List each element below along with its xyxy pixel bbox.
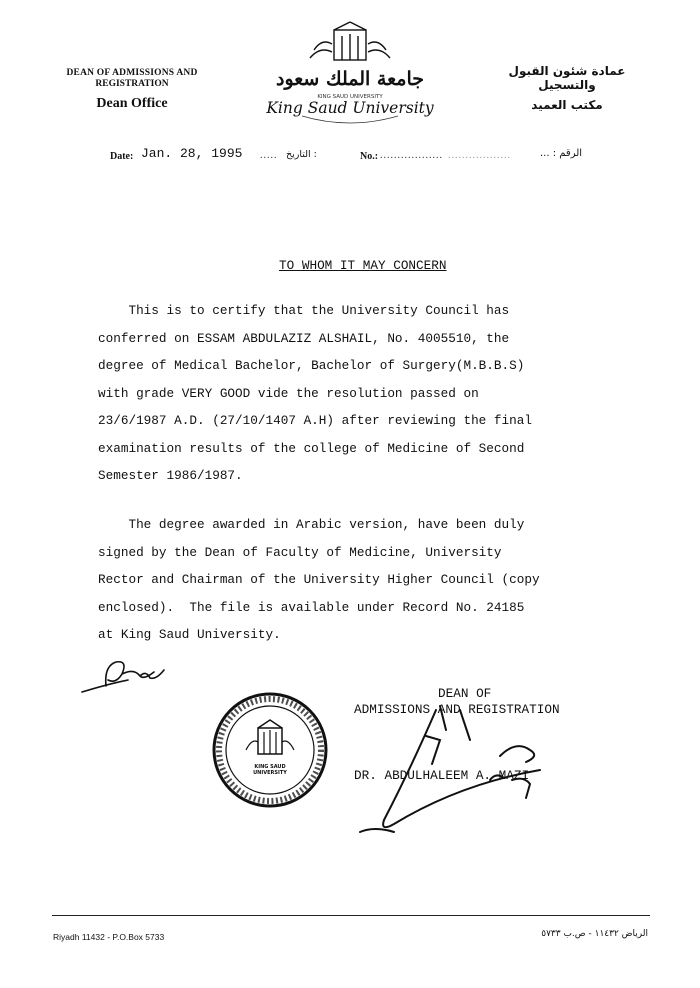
text-line: This is to certify that the University Council has [98,303,510,318]
paragraph-certification [98,297,638,490]
date-dots: ..... [260,150,278,161]
dept-name-line1: DEAN OF ADMISSIONS AND [66,68,198,78]
letter-heading: TO WHOM IT MAY CONCERN [279,258,447,273]
footer-address-arabic: الرياض ١١٤٣٢ - ص.ب ٥٧٣٣ [541,929,648,939]
text-line: Rector and Chairman of the University Higher Council (copy [98,572,540,587]
text-line: The degree awarded in Arabic version, have been duly [98,517,525,532]
dept-name-line2: REGISTRATION [95,79,169,89]
text-line: at King Saud University. [98,627,281,642]
footer-address: Riyadh 11432 - P.O.Box 5733 [53,932,165,942]
logo-arabic-name: جامعة الملك سعود [275,68,424,90]
date-value: Jan. 28, 1995 [141,146,243,161]
footer-divider [52,915,650,916]
seal-text: KING SAUD UNIVERSITY [253,764,287,776]
text-line: 23/6/1987 A.D. (27/10/1407 A.H) after reviewing the final [98,413,532,428]
svg-text:KING SAUD UNIVERSITY: KING SAUD UNIVERSITY [317,94,383,100]
text-line: Semester 1986/1987. [98,468,243,483]
number-dots: .................. [380,150,443,161]
initials-signature-icon [78,650,168,700]
date-label-arabic: : التاريخ [286,149,317,160]
university-logo [262,20,438,135]
text-line: enclosed). The file is available under Record No. 24185 [98,599,525,615]
text-line: with grade VERY GOOD vide the resolution passed on [98,385,479,401]
logo-english-name: King Saud University [266,99,434,117]
office-name: Dean Office [96,96,168,111]
date-label: Date: [110,151,134,162]
text-line: signed by the Dean of Faculty of Medicine, University [98,544,502,560]
office-name-arabic: مكتب العميد [531,98,603,112]
signatory-name: DR. ABDULHALEEM A. MAZI [354,768,530,783]
number-label: No.: [360,151,379,162]
number-label-arabic: الرقم : ... [540,148,583,159]
text-line: examination results of the college of Medicine of Second [98,440,525,456]
signatory-title-line1: DEAN OF [438,686,492,701]
text-line: degree of Medical Bachelor, Bachelor of Surgery(M.B.B.S) [98,358,525,373]
signatory-title-line2: ADMISSIONS AND REGISTRATION [354,702,560,717]
letterhead-arabic [482,64,652,112]
letterhead-english [52,68,212,112]
university-seal [210,690,330,810]
text-line: conferred on ESSAM ABDULAZIZ ALSHAIL, No. 4005510, the [98,330,510,346]
paragraph-degree-details [98,511,638,649]
number-dots-faint: .................. [448,150,511,161]
date-row [110,146,590,166]
seal-icon [210,690,330,810]
dept-name-arabic: عمادة شئون القبول والتسجيل [508,64,626,92]
dean-signature-icon [340,700,600,850]
